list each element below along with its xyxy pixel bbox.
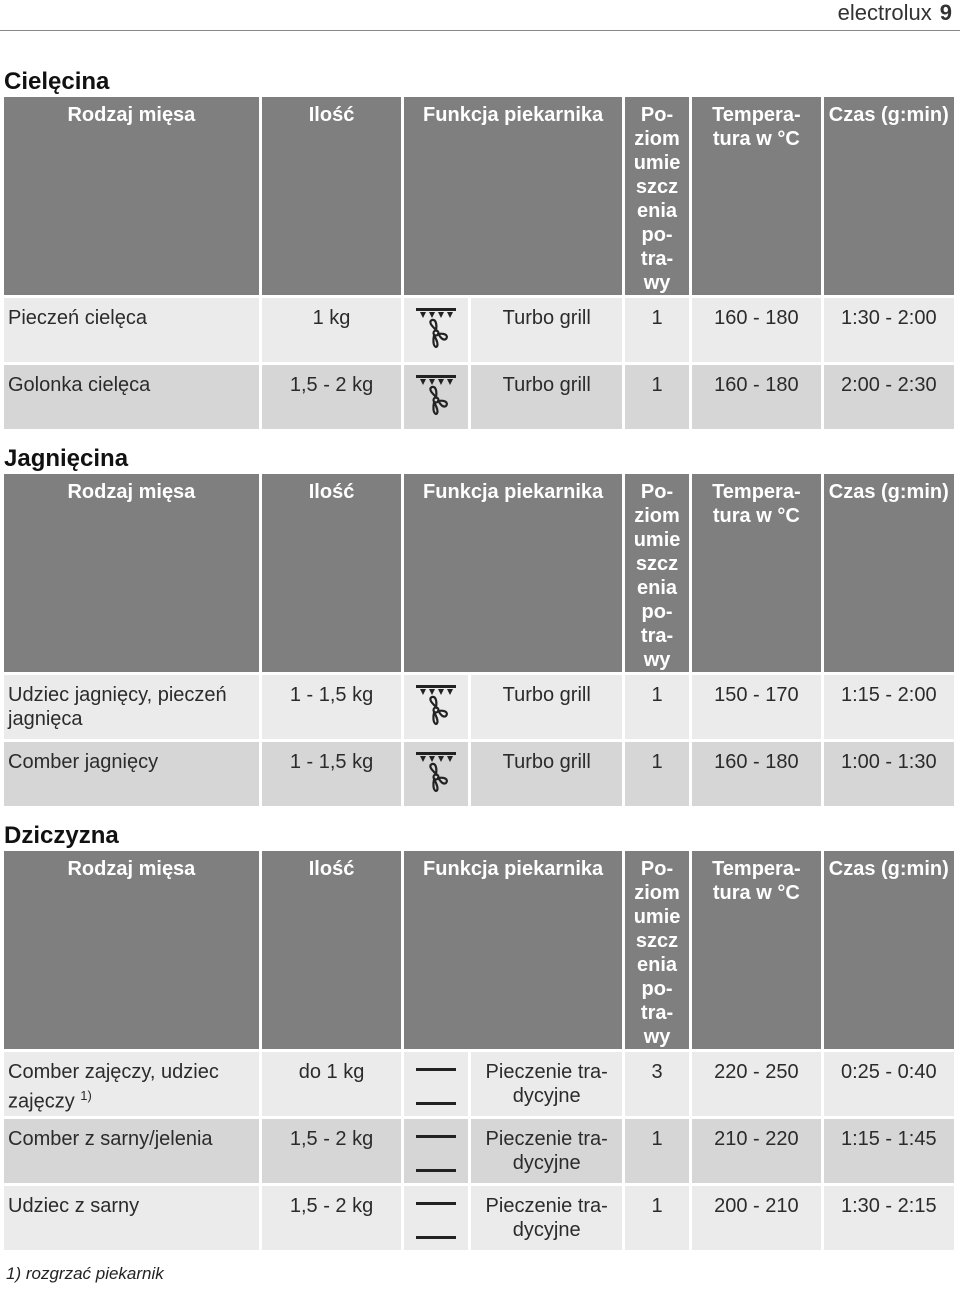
col-time-header: Czas (g:min) xyxy=(824,97,954,298)
function-cell: Turbo grill xyxy=(471,298,621,365)
col-time-header: Czas (g:min) xyxy=(824,474,954,675)
conventional-heat-icon xyxy=(404,1052,468,1119)
qty-cell: 1,5 - 2 kg xyxy=(262,1186,401,1253)
col-qty-header: Ilość xyxy=(262,97,401,298)
table-header-row xyxy=(4,97,954,298)
conventional-heat-icon xyxy=(404,1119,468,1186)
time-cell: 1:15 - 1:45 xyxy=(824,1119,954,1186)
turbo-grill-icon xyxy=(404,675,468,742)
table-row xyxy=(4,675,954,742)
col-level-header xyxy=(625,851,689,1052)
table-header-row xyxy=(4,851,954,1052)
roasting-table xyxy=(1,851,957,1253)
time-cell: 1:00 - 1:30 xyxy=(824,742,954,809)
meat-cell xyxy=(4,1052,259,1119)
col-level-label: Po-ziom umie szcz enia po-tra-wy xyxy=(633,858,681,1048)
time-cell: 2:00 - 2:30 xyxy=(824,365,954,432)
function-cell: Turbo grill xyxy=(471,675,621,742)
table-row xyxy=(4,298,954,365)
col-meat-header: Rodzaj mięsa xyxy=(4,474,259,675)
meat-cell: Udziec z sarny xyxy=(4,1186,259,1253)
col-function-header: Funkcja piekarnika xyxy=(404,474,622,675)
level-cell: 1 xyxy=(625,675,689,742)
level-cell: 1 xyxy=(625,742,689,809)
time-cell: 0:25 - 0:40 xyxy=(824,1052,954,1119)
qty-cell: 1,5 - 2 kg xyxy=(262,1119,401,1186)
meat-cell: Udziec jagnięcy, pieczeń jagnięca xyxy=(4,675,259,742)
page-header xyxy=(0,0,960,25)
function-cell: Turbo grill xyxy=(471,365,621,432)
turbo-grill-icon xyxy=(404,742,468,809)
qty-cell: 1 kg xyxy=(262,298,401,365)
function-cell: Pieczenie tra-dycyjne xyxy=(471,1119,621,1186)
temp-cell: 150 - 170 xyxy=(692,675,820,742)
time-cell: 1:30 - 2:00 xyxy=(824,298,954,365)
meat-cell: Comber z sarny/jelenia xyxy=(4,1119,259,1186)
section-veal xyxy=(4,67,960,432)
col-meat-header: Rodzaj mięsa xyxy=(4,97,259,298)
conventional-heat-icon xyxy=(404,1186,468,1253)
temp-cell: 160 - 180 xyxy=(692,742,820,809)
section-lamb xyxy=(4,444,960,809)
turbo-grill-icon xyxy=(404,365,468,432)
qty-cell: do 1 kg xyxy=(262,1052,401,1119)
level-cell: 1 xyxy=(625,365,689,432)
section-title: Cielęcina xyxy=(4,68,110,95)
brand-name: electrolux xyxy=(837,0,932,25)
footnote: 1) rozgrzać piekarnik xyxy=(6,1264,164,1283)
meat-cell: Pieczeń cielęca xyxy=(4,298,259,365)
meat-name: Comber zajęczy, udziec zajęczy xyxy=(8,1061,219,1113)
col-qty-header: Ilość xyxy=(262,851,401,1052)
temp-cell: 210 - 220 xyxy=(692,1119,820,1186)
brand-header xyxy=(838,0,952,26)
col-level-header xyxy=(625,97,689,298)
function-cell: Turbo grill xyxy=(471,742,621,809)
level-cell: 3 xyxy=(625,1052,689,1119)
level-cell: 1 xyxy=(625,1186,689,1253)
col-function-header: Funkcja piekarnika xyxy=(404,97,622,298)
table-row xyxy=(4,742,954,809)
table-row xyxy=(4,1052,954,1119)
meat-cell: Comber jagnięcy xyxy=(4,742,259,809)
function-cell: Pieczenie tra-dycyjne xyxy=(471,1052,621,1119)
table-row xyxy=(4,1186,954,1253)
footnote-marker: 1) xyxy=(80,1088,92,1103)
col-function-header: Funkcja piekarnika xyxy=(404,851,622,1052)
qty-cell: 1,5 - 2 kg xyxy=(262,365,401,432)
time-cell: 1:30 - 2:15 xyxy=(824,1186,954,1253)
level-cell: 1 xyxy=(625,298,689,365)
level-cell: 1 xyxy=(625,1119,689,1186)
col-temp-header: Tempera-tura w °C xyxy=(692,474,820,675)
col-temp-header: Tempera-tura w °C xyxy=(692,97,820,298)
col-time-header: Czas (g:min) xyxy=(824,851,954,1052)
col-level-header xyxy=(625,474,689,675)
temp-cell: 220 - 250 xyxy=(692,1052,820,1119)
time-cell: 1:15 - 2:00 xyxy=(824,675,954,742)
table-row xyxy=(4,365,954,432)
temp-cell: 160 - 180 xyxy=(692,298,820,365)
section-game xyxy=(4,821,960,1253)
temp-cell: 200 - 210 xyxy=(692,1186,820,1253)
section-title: Jagnięcina xyxy=(4,445,129,472)
qty-cell: 1 - 1,5 kg xyxy=(262,675,401,742)
col-level-label: Po-ziom umie szcz enia po-tra-wy xyxy=(633,104,681,294)
col-meat-header: Rodzaj mięsa xyxy=(4,851,259,1052)
function-cell: Pieczenie tra-dycyjne xyxy=(471,1186,621,1253)
table-header-row xyxy=(4,474,954,675)
col-temp-header: Tempera-tura w °C xyxy=(692,851,820,1052)
table-row xyxy=(4,1119,954,1186)
turbo-grill-icon xyxy=(404,298,468,365)
roasting-table xyxy=(1,474,957,809)
qty-cell: 1 - 1,5 kg xyxy=(262,742,401,809)
col-qty-header: Ilość xyxy=(262,474,401,675)
col-level-label: Po-ziom umie szcz enia po-tra-wy xyxy=(633,481,681,671)
temp-cell: 160 - 180 xyxy=(692,365,820,432)
roasting-table xyxy=(1,97,957,432)
section-title: Dziczyzna xyxy=(4,822,119,849)
meat-cell: Golonka cielęca xyxy=(4,365,259,432)
page-number: 9 xyxy=(939,0,952,25)
header-rule xyxy=(0,30,960,31)
